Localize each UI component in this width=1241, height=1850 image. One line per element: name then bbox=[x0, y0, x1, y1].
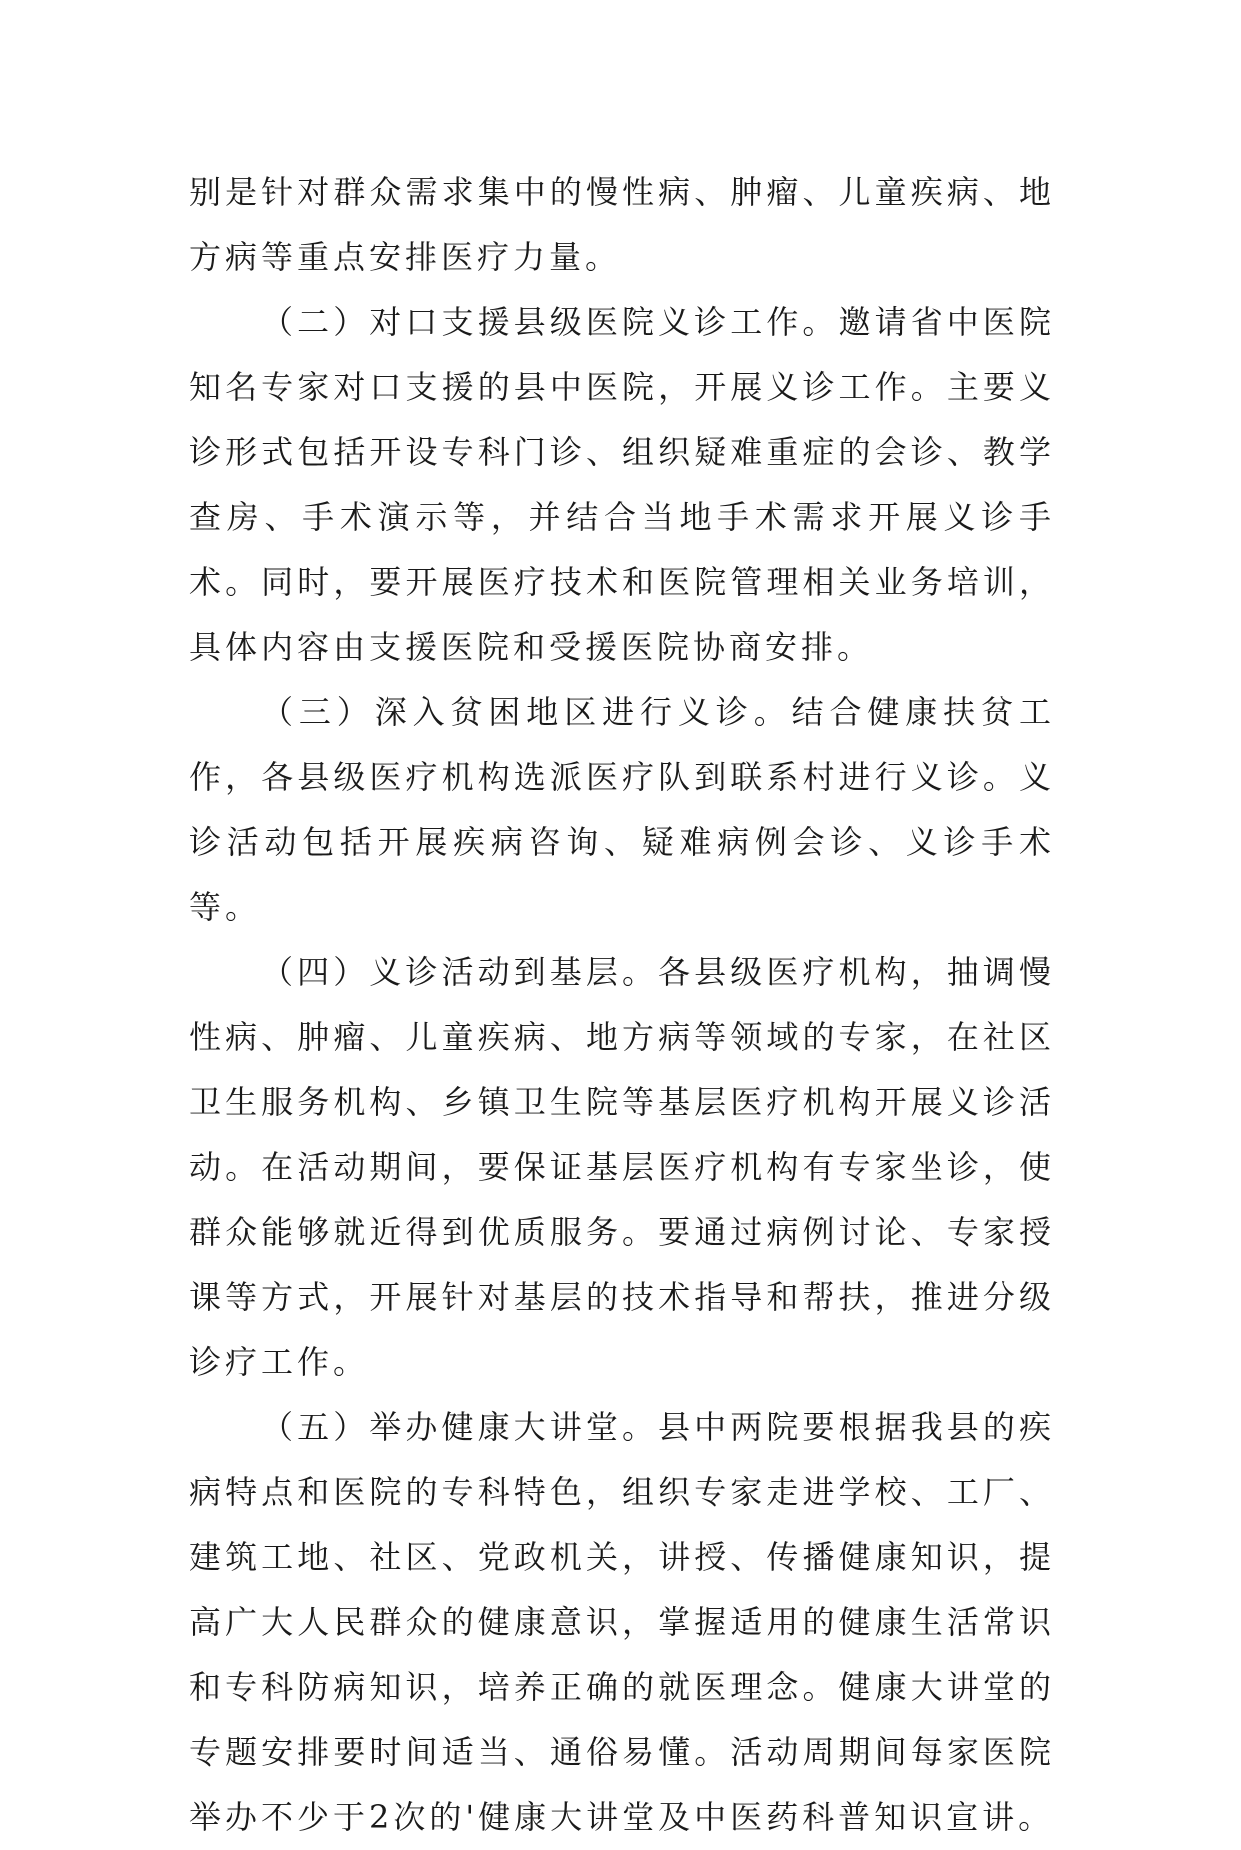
paragraph-continuation: 别是针对群众需求集中的慢性病、肿瘤、儿童疾病、地方病等重点安排医疗力量。 bbox=[189, 173, 1055, 276]
paragraph-section-3: （三）深入贫困地区进行义诊。结合健康扶贫工作，各县级医疗机构选派医疗队到联系村进行义诊。义诊活动包括开展疾病咨询、疑难病例会诊、义诊手术等。 bbox=[189, 693, 1055, 926]
paragraph-section-4: （四）义诊活动到基层。各县级医疗机构，抽调慢性病、肿瘤、儿童疾病、地方病等领域的专家，在社区卫生服务机构、乡镇卫生院等基层医疗机构开展义诊活动。在活动期间，要保证基层医疗机构有专家坐诊，使群众能够就近得到优质服务。要通过病例讨论、专家授课等方式，开展针对基层的技术指导和帮扶，推进分级诊疗工作。 bbox=[189, 953, 1055, 1381]
paragraph-section-2: （二）对口支援县级医院义诊工作。邀请省中医院知名专家对口支援的县中医院，开展义诊工作。主要义诊形式包括开设专科门诊、组织疑难重症的会诊、教学查房、手术演示等，并结合当地手术需求开展义诊手术。同时，要开展医疗技术和医院管理相关业务培训，具体内容由支援医院和受援医院协商安排。 bbox=[189, 303, 1055, 666]
paragraph-section-5: （五）举办健康大讲堂。县中两院要根据我县的疾病特点和医院的专科特色，组织专家走进学校、工厂、建筑工地、社区、党政机关，讲授、传播健康知识，提高广大人民群众的健康意识，掌握适用的健康生活常识和专科防病知识，培养正确的就医理念。健康大讲堂的专题安排要时间适当、通俗易懂。活动周期间每家医院举办不少于2次的'健康大讲堂及中医药科普知识宣讲。 bbox=[189, 1408, 1055, 1836]
document-body bbox=[189, 160, 1055, 1850]
